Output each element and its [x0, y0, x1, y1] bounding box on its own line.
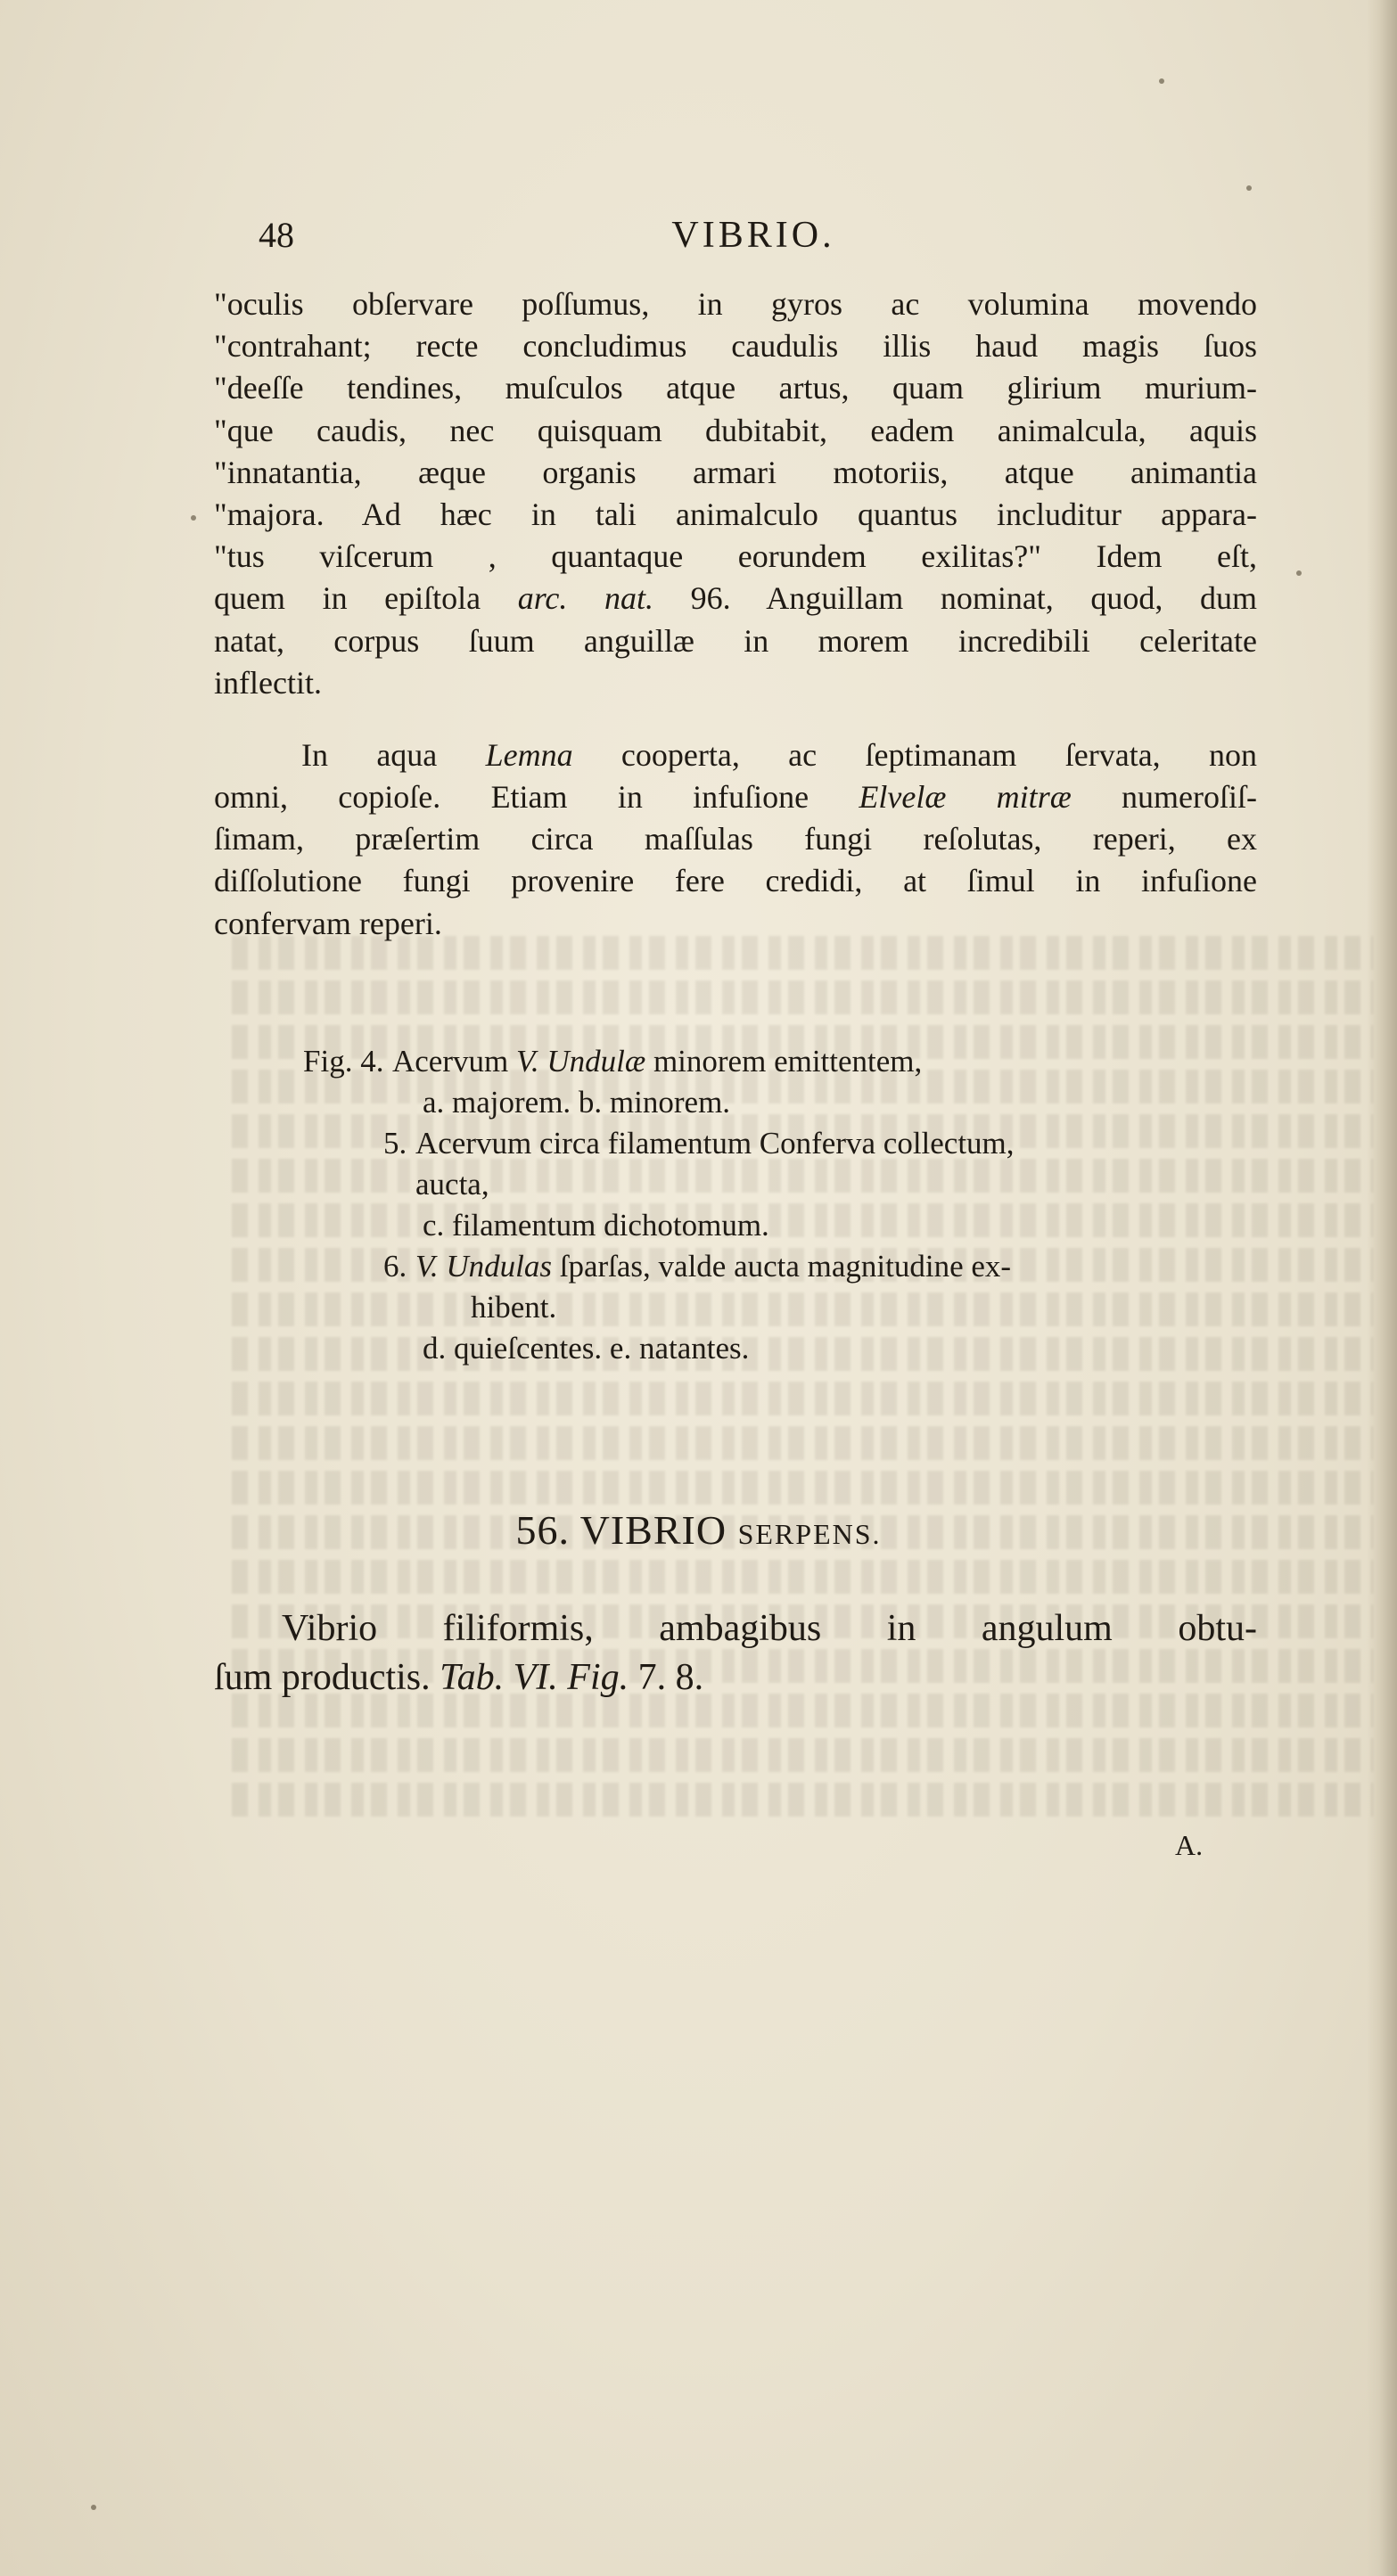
text-run: Acervum circa filamentum Conferva collectum, — [415, 1126, 1015, 1161]
genus-lead: Vibrio — [282, 1608, 378, 1649]
figure-label: 5. — [383, 1126, 407, 1161]
paper-speck — [1296, 570, 1302, 576]
page-number: 48 — [259, 215, 294, 255]
figure-captions — [303, 1041, 1266, 1369]
text-run: numeroſiſ- — [1071, 779, 1257, 816]
paragraph-observation — [214, 734, 1257, 945]
figure-label: 6. — [383, 1249, 407, 1284]
text-run: filiformis, ambagibus in angulum obtu- — [377, 1608, 1257, 1649]
body-text — [214, 283, 1257, 945]
species-diagnosis — [214, 1604, 1257, 1702]
text-line — [214, 734, 1257, 776]
text-line: "que caudis, nec quisquam dubitabit, eadem animalcula, aquis — [214, 412, 1257, 448]
text-run: 7. 8. — [629, 1657, 704, 1698]
caption-fig-4 — [303, 1041, 1266, 1082]
text-line: diſſolutione fungi provenire fere credidi, at ſimul in infuſione — [214, 863, 1257, 899]
running-head: VIBRIO. — [671, 215, 835, 256]
page-edge-shadow — [1367, 0, 1397, 2576]
italic-taxon: Elvelæ mitræ — [859, 779, 1072, 816]
italic-reference: arc. nat. — [517, 580, 654, 617]
text-line: "oculis obſervare poſſumus, in gyros ac volumina movendo — [214, 286, 1257, 322]
paper-speck — [191, 515, 196, 521]
text-line: "deeſſe tendines, muſculos atque artus, quam glirium murium- — [214, 370, 1257, 406]
text-run: minorem emittentem, — [645, 1044, 923, 1079]
italic-taxon: V. Undulas — [415, 1249, 552, 1284]
species-number-name: 56. VIBRIO — [515, 1507, 727, 1553]
catchword: A. — [1175, 1829, 1204, 1861]
paper-speck — [1159, 78, 1164, 84]
caption-fig-6 — [303, 1246, 1266, 1287]
text-run: cooperta, ac ſeptimanam ſervata, non — [572, 736, 1257, 773]
text-line: "innatantia, æque organis armari motoriis, atque animantia — [214, 454, 1257, 490]
text-line: "tus viſcerum , quantaque eorundem exilitas?" Idem eſt, — [214, 538, 1257, 575]
caption-continuation: hibent. — [471, 1290, 557, 1325]
text-line — [214, 776, 1257, 818]
italic-taxon: V. Undulæ — [515, 1044, 646, 1079]
text-run: In aqua — [301, 736, 486, 773]
text-line — [214, 578, 1257, 619]
text-line — [214, 1604, 1257, 1653]
caption-sub: c. filamentum dichotomum. — [423, 1208, 769, 1243]
caption-fig-5 — [303, 1123, 1266, 1164]
text-run: omni, copioſe. Etiam in infuſione — [214, 779, 859, 816]
text-line — [214, 1653, 1257, 1702]
species-heading — [0, 1506, 1397, 1554]
caption-continuation: aucta, — [415, 1167, 489, 1202]
caption-sub: a. majorem. b. minorem. — [423, 1085, 731, 1120]
italic-taxon: Lemna — [485, 736, 573, 773]
italic-plate-reference: Tab. VI. Fig. — [440, 1657, 629, 1698]
figure-label: Fig. 4. — [303, 1044, 384, 1079]
text-line: "majora. Ad hæc in tali animalculo quantus includitur appara- — [214, 496, 1257, 532]
paper-speck — [91, 2505, 96, 2510]
paragraph-quotation — [214, 283, 1257, 704]
caption-sub: d. quieſcentes. e. natantes. — [423, 1331, 750, 1366]
paper-speck — [1246, 185, 1252, 191]
text-line: confervam reperi. — [214, 905, 442, 941]
text-run: ſum productis. — [214, 1657, 440, 1698]
text-line: natat, corpus ſuum anguillæ in morem incredibili celeritate — [214, 622, 1257, 659]
text-run: 96. Anguillam nominat, quod, dum — [653, 580, 1258, 617]
text-line: inflectit. — [214, 664, 322, 701]
page-header — [259, 214, 1248, 267]
text-line: "contrahant; recte concludimus caudulis illis haud magis ſuos — [214, 328, 1257, 365]
text-line: ſimam, præſertim circa maſſulas fungi reſolutas, reperi, ex — [214, 821, 1257, 857]
text-run: Acervum — [392, 1044, 516, 1079]
species-epithet: SERPENS. — [737, 1518, 882, 1550]
text-run: ſparſas, valde aucta magnitudine ex- — [552, 1249, 1012, 1284]
text-run: quem in epiſtola — [214, 580, 518, 617]
